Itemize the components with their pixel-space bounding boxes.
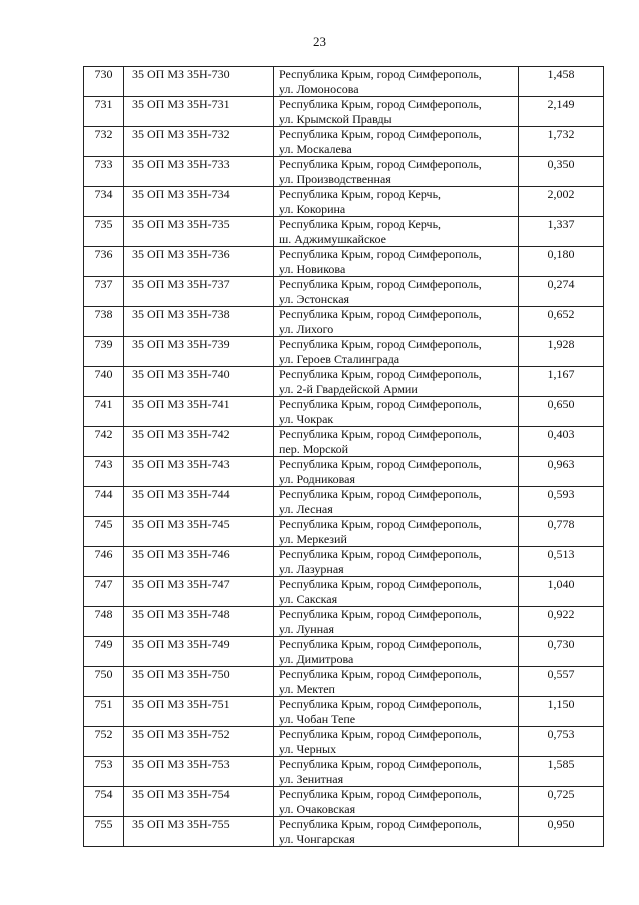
road-code: 35 ОП МЗ 35Н-732 [124, 127, 274, 157]
table-row [84, 607, 604, 637]
row-number: 739 [84, 337, 124, 367]
road-length: 0,403 [519, 427, 604, 457]
road-code: 35 ОП МЗ 35Н-737 [124, 277, 274, 307]
road-code: 35 ОП МЗ 35Н-743 [124, 457, 274, 487]
row-number: 749 [84, 637, 124, 667]
road-length: 0,950 [519, 817, 604, 847]
road-address [274, 187, 519, 217]
address-street-line: ул. Димитрова [279, 651, 354, 666]
road-code: 35 ОП МЗ 35Н-749 [124, 637, 274, 667]
road-code: 35 ОП МЗ 35Н-754 [124, 787, 274, 817]
address-street-line: ул. Лихого [279, 321, 334, 336]
table-row [84, 127, 604, 157]
table-row [84, 787, 604, 817]
address-street-line: ул. Черных [279, 741, 337, 756]
row-number: 752 [84, 727, 124, 757]
row-number: 743 [84, 457, 124, 487]
road-address [274, 607, 519, 637]
address-street-line: ул. Кокорина [279, 201, 346, 216]
road-code: 35 ОП МЗ 35Н-744 [124, 487, 274, 517]
address-region-line: Республика Крым, город Симферополь, [279, 67, 482, 81]
table-row [84, 367, 604, 397]
row-number: 740 [84, 367, 124, 397]
address-street-line: ул. Сакская [279, 591, 338, 606]
road-length: 1,585 [519, 757, 604, 787]
address-street-line: ул. Чокрак [279, 411, 334, 426]
road-length: 1,167 [519, 367, 604, 397]
table-row [84, 457, 604, 487]
address-region-line: Республика Крым, город Симферополь, [279, 517, 482, 531]
road-length: 1,337 [519, 217, 604, 247]
address-region-line: Республика Крым, город Симферополь, [279, 607, 482, 621]
address-region-line: Республика Крым, город Симферополь, [279, 157, 482, 171]
road-code: 35 ОП МЗ 35Н-738 [124, 307, 274, 337]
roads-table-body [84, 67, 604, 847]
row-number: 741 [84, 397, 124, 427]
road-length: 0,650 [519, 397, 604, 427]
table-row [84, 187, 604, 217]
road-address [274, 787, 519, 817]
roads-table [83, 66, 604, 847]
address-street-line: ул. Москалева [279, 141, 352, 156]
address-region-line: Республика Крым, город Симферополь, [279, 97, 482, 111]
road-length: 0,753 [519, 727, 604, 757]
road-address [274, 307, 519, 337]
address-region-line: Республика Крым, город Симферополь, [279, 577, 482, 591]
row-number: 737 [84, 277, 124, 307]
table-row [84, 577, 604, 607]
row-number: 754 [84, 787, 124, 817]
road-address [274, 337, 519, 367]
table-row [84, 547, 604, 577]
address-street-line: ул. Лесная [279, 501, 333, 516]
row-number: 733 [84, 157, 124, 187]
table-row [84, 97, 604, 127]
road-length: 0,180 [519, 247, 604, 277]
road-address [274, 67, 519, 97]
road-code: 35 ОП МЗ 35Н-741 [124, 397, 274, 427]
row-number: 753 [84, 757, 124, 787]
address-region-line: Республика Крым, город Симферополь, [279, 637, 482, 651]
address-region-line: Республика Крым, город Симферополь, [279, 667, 482, 681]
road-address [274, 517, 519, 547]
address-street-line: ул. Крымской Правды [279, 111, 392, 126]
road-length: 1,928 [519, 337, 604, 367]
road-code: 35 ОП МЗ 35Н-750 [124, 667, 274, 697]
address-region-line: Республика Крым, город Керчь, [279, 217, 442, 231]
row-number: 730 [84, 67, 124, 97]
road-address [274, 637, 519, 667]
road-address [274, 727, 519, 757]
address-street-line: ул. Лазурная [279, 561, 344, 576]
table-row [84, 667, 604, 697]
road-address [274, 217, 519, 247]
row-number: 731 [84, 97, 124, 127]
table-row [84, 517, 604, 547]
row-number: 747 [84, 577, 124, 607]
address-region-line: Республика Крым, город Симферополь, [279, 457, 482, 471]
address-region-line: Республика Крым, город Керчь, [279, 187, 442, 201]
road-length: 1,458 [519, 67, 604, 97]
road-code: 35 ОП МЗ 35Н-742 [124, 427, 274, 457]
row-number: 744 [84, 487, 124, 517]
road-length: 2,149 [519, 97, 604, 127]
road-code: 35 ОП МЗ 35Н-733 [124, 157, 274, 187]
road-length: 0,593 [519, 487, 604, 517]
road-code: 35 ОП МЗ 35Н-736 [124, 247, 274, 277]
road-code: 35 ОП МЗ 35Н-745 [124, 517, 274, 547]
table-row [84, 727, 604, 757]
road-length: 0,963 [519, 457, 604, 487]
row-number: 738 [84, 307, 124, 337]
road-length: 1,040 [519, 577, 604, 607]
road-code: 35 ОП МЗ 35Н-740 [124, 367, 274, 397]
road-address [274, 697, 519, 727]
address-street-line: ул. Эстонская [279, 291, 350, 306]
road-code: 35 ОП МЗ 35Н-734 [124, 187, 274, 217]
table-row [84, 217, 604, 247]
road-address [274, 577, 519, 607]
road-length: 0,350 [519, 157, 604, 187]
road-length: 0,513 [519, 547, 604, 577]
road-length: 0,274 [519, 277, 604, 307]
table-row [84, 247, 604, 277]
row-number: 751 [84, 697, 124, 727]
address-street-line: ул. Зенитная [279, 771, 344, 786]
road-code: 35 ОП МЗ 35Н-755 [124, 817, 274, 847]
address-region-line: Республика Крым, город Симферополь, [279, 727, 482, 741]
row-number: 742 [84, 427, 124, 457]
road-length: 0,652 [519, 307, 604, 337]
road-address [274, 367, 519, 397]
address-region-line: Республика Крым, город Симферополь, [279, 127, 482, 141]
road-address [274, 817, 519, 847]
road-code: 35 ОП МЗ 35Н-739 [124, 337, 274, 367]
address-region-line: Республика Крым, город Симферополь, [279, 787, 482, 801]
address-street-line: ул. Героев Сталинграда [279, 351, 400, 366]
address-street-line: ул. Очаковская [279, 801, 356, 816]
address-region-line: Республика Крым, город Симферополь, [279, 337, 482, 351]
road-code: 35 ОП МЗ 35Н-746 [124, 547, 274, 577]
address-street-line: ул. 2-й Гвардейской Армии [279, 381, 418, 396]
table-row [84, 277, 604, 307]
road-address [274, 667, 519, 697]
road-address [274, 457, 519, 487]
address-street-line: ул. Меркезий [279, 531, 347, 546]
address-region-line: Республика Крым, город Симферополь, [279, 697, 482, 711]
address-street-line: ул. Мектеп [279, 681, 335, 696]
row-number: 745 [84, 517, 124, 547]
address-street-line: ул. Производственная [279, 171, 391, 186]
address-street-line: ул. Чонгарская [279, 831, 355, 846]
table-row [84, 397, 604, 427]
table-row [84, 307, 604, 337]
road-length: 1,732 [519, 127, 604, 157]
address-street-line: ул. Лунная [279, 621, 334, 636]
road-length: 0,922 [519, 607, 604, 637]
address-street-line: ул. Новикова [279, 261, 346, 276]
address-region-line: Республика Крым, город Симферополь, [279, 307, 482, 321]
address-street-line: ул. Чобан Тепе [279, 711, 356, 726]
address-region-line: Республика Крым, город Симферополь, [279, 487, 482, 501]
road-length: 0,778 [519, 517, 604, 547]
row-number: 755 [84, 817, 124, 847]
table-row [84, 337, 604, 367]
road-length: 1,150 [519, 697, 604, 727]
road-address [274, 397, 519, 427]
road-address [274, 247, 519, 277]
address-region-line: Республика Крым, город Симферополь, [279, 277, 482, 291]
address-region-line: Республика Крым, город Симферополь, [279, 427, 482, 441]
road-address [274, 547, 519, 577]
row-number: 736 [84, 247, 124, 277]
road-code: 35 ОП МЗ 35Н-731 [124, 97, 274, 127]
road-code: 35 ОП МЗ 35Н-752 [124, 727, 274, 757]
row-number: 748 [84, 607, 124, 637]
road-length: 0,730 [519, 637, 604, 667]
row-number: 732 [84, 127, 124, 157]
road-code: 35 ОП МЗ 35Н-753 [124, 757, 274, 787]
road-length: 2,002 [519, 187, 604, 217]
address-region-line: Республика Крым, город Симферополь, [279, 247, 482, 261]
road-address [274, 277, 519, 307]
table-row [84, 637, 604, 667]
address-street-line: ул. Ломоносова [279, 81, 359, 96]
row-number: 734 [84, 187, 124, 217]
road-address [274, 757, 519, 787]
page-number: 23 [313, 34, 326, 49]
road-length: 0,725 [519, 787, 604, 817]
road-code: 35 ОП МЗ 35Н-735 [124, 217, 274, 247]
row-number: 750 [84, 667, 124, 697]
address-region-line: Республика Крым, город Симферополь, [279, 397, 482, 411]
road-code: 35 ОП МЗ 35Н-751 [124, 697, 274, 727]
address-region-line: Республика Крым, город Симферополь, [279, 547, 482, 561]
table-row [84, 697, 604, 727]
table-row [84, 817, 604, 847]
table-row [84, 487, 604, 517]
road-code: 35 ОП МЗ 35Н-730 [124, 67, 274, 97]
table-row [84, 427, 604, 457]
row-number: 746 [84, 547, 124, 577]
road-code: 35 ОП МЗ 35Н-747 [124, 577, 274, 607]
road-address [274, 97, 519, 127]
road-length: 0,557 [519, 667, 604, 697]
road-code: 35 ОП МЗ 35Н-748 [124, 607, 274, 637]
road-address [274, 427, 519, 457]
address-region-line: Республика Крым, город Симферополь, [279, 367, 482, 381]
road-address [274, 157, 519, 187]
address-region-line: Республика Крым, город Симферополь, [279, 817, 482, 831]
address-region-line: Республика Крым, город Симферополь, [279, 757, 482, 771]
table-row [84, 157, 604, 187]
address-street-line: ш. Аджимушкайское [279, 231, 386, 246]
address-street-line: ул. Родниковая [279, 471, 356, 486]
road-address [274, 487, 519, 517]
row-number: 735 [84, 217, 124, 247]
table-row [84, 757, 604, 787]
road-address [274, 127, 519, 157]
table-row [84, 67, 604, 97]
address-street-line: пер. Морской [279, 441, 349, 456]
